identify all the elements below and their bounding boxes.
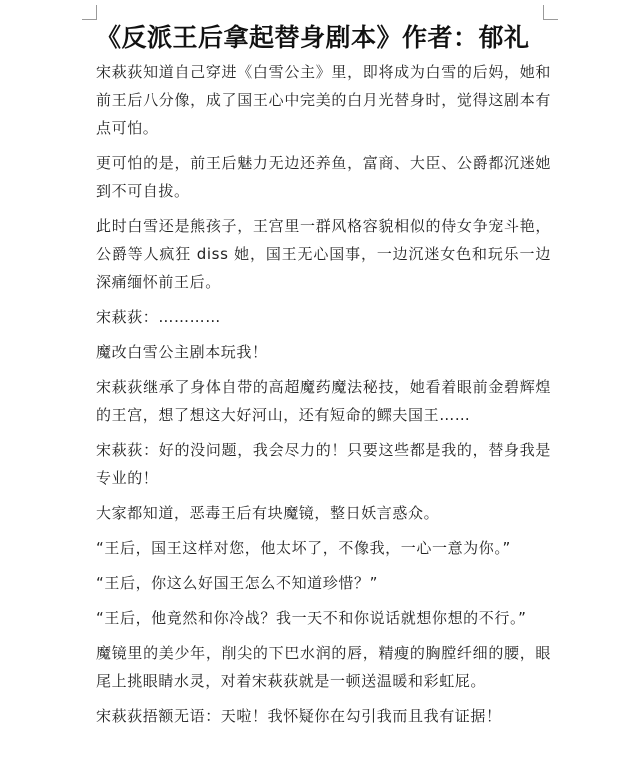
paragraph: “王后，他竟然和你冷战？我一天不和你说话就想你想的不行。” <box>96 609 527 627</box>
paragraph: 宋萩荻继承了身体自带的高超魔药魔法秘技，她看着眼前金碧辉煌的王宫，想了想这大好河山，还有短命的鳏夫国王…… <box>96 378 551 424</box>
paragraph: 宋萩荻知道自己穿进《白雪公主》里，即将成为白雪的后妈，她和前王后八分像，成了国王心中完美的白月光替身时，觉得这剧本有点可怕。 <box>96 63 551 137</box>
document-body <box>96 58 551 737</box>
paragraph: 魔镜里的美少年，削尖的下巴水润的唇，精瘦的胸膛纤细的腰，眼尾上挑眼睛水灵，对着宋萩荻就是一顿送温暖和彩虹屁。 <box>96 644 551 690</box>
paragraph: 宋萩荻：好的没问题，我会尽力的！只要这些都是我的，替身我是专业的！ <box>96 441 551 487</box>
paragraph: 大家都知道，恶毒王后有块魔镜，整日妖言惑众。 <box>96 504 440 522</box>
paragraph: “王后，国王这样对您，他太坏了，不像我，一心一意为你。” <box>96 539 511 557</box>
paragraph: 此时白雪还是熊孩子，王宫里一群风格容貌相似的侍女争宠斗艳，公爵等人疯狂 diss 她，国王无心国事，一边沉迷女色和玩乐一边深痛缅怀前王后。 <box>96 217 551 291</box>
paragraph: 宋萩荻：………… <box>96 308 221 326</box>
paragraph: 更可怕的是，前王后魅力无边还养鱼，富商、大臣、公爵都沉迷她到不可自拔。 <box>96 154 551 200</box>
paragraph: 宋萩荻捂额无语：天啦！我怀疑你在勾引我而且我有证据！ <box>96 707 502 725</box>
paragraph: 魔改白雪公主剧本玩我！ <box>96 343 268 361</box>
margin-corner-mark-left <box>82 5 97 20</box>
document-title: 《反派王后拿起替身剧本》作者：郁礼 <box>96 23 530 52</box>
margin-corner-mark-right <box>543 5 558 20</box>
paragraph: “王后，你这么好国王怎么不知道珍惜？” <box>96 574 378 592</box>
